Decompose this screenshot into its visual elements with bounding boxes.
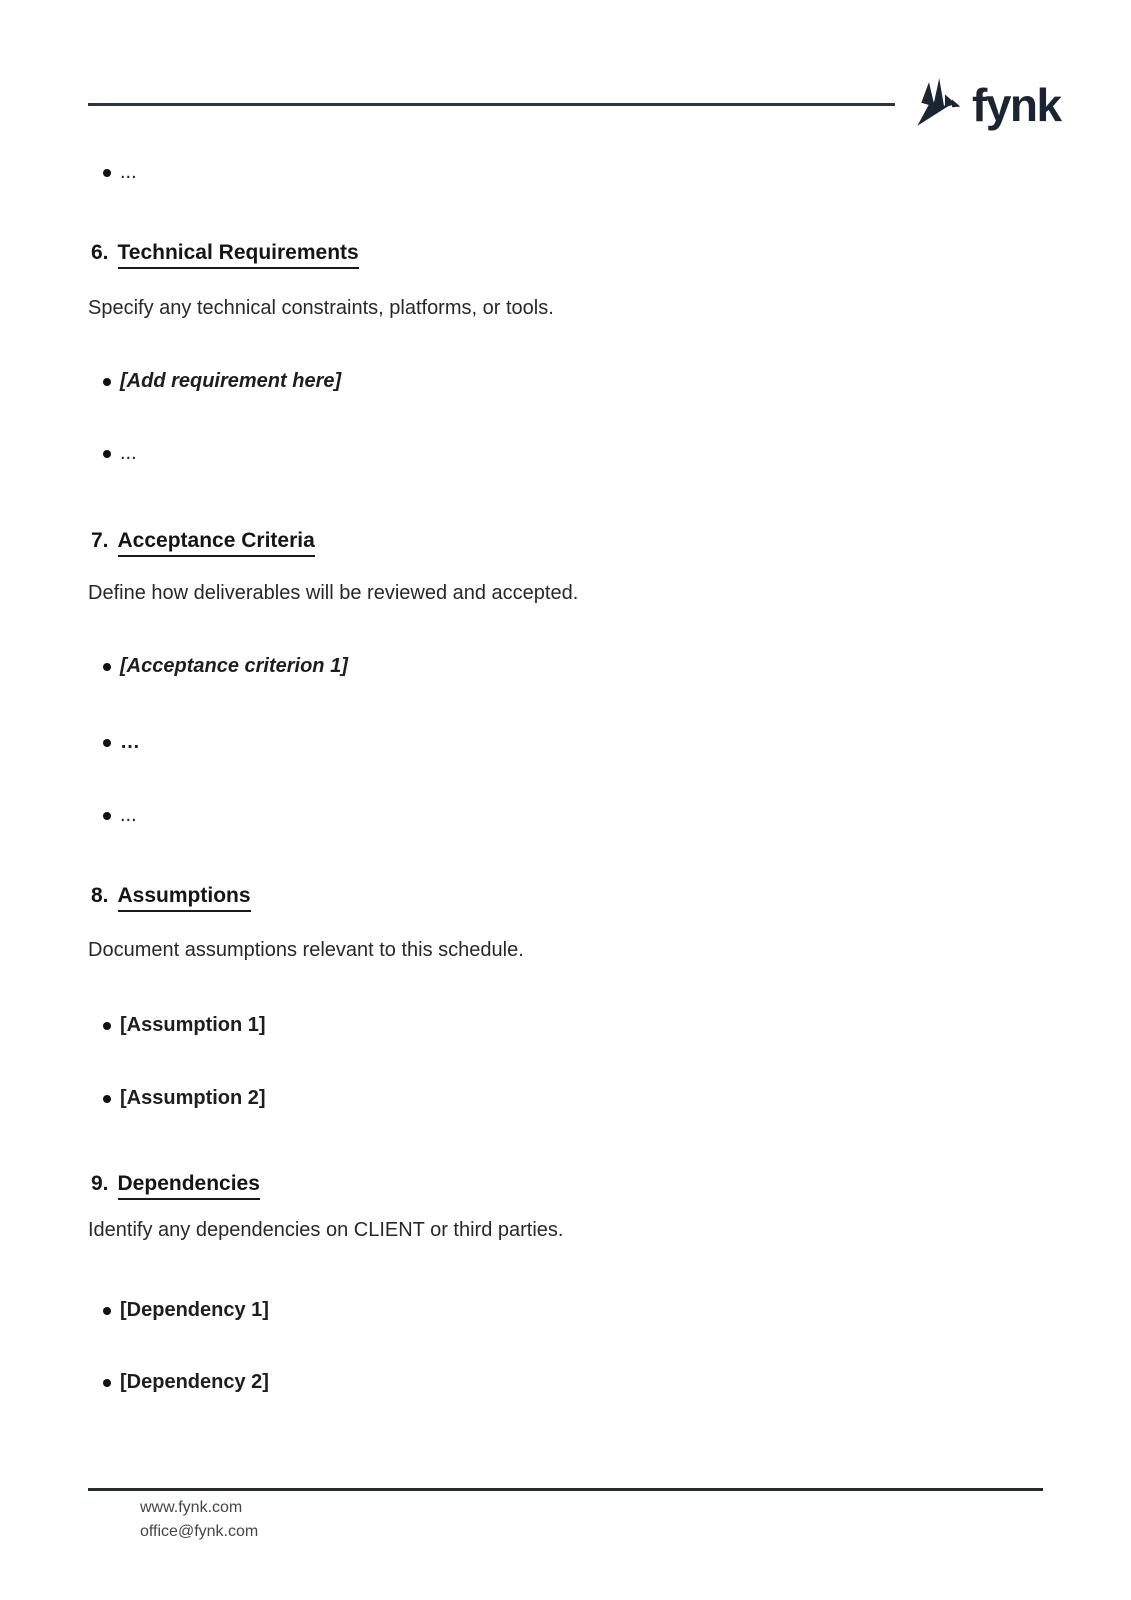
- bullet-text: ...: [120, 161, 137, 183]
- logo-text: fynk: [972, 79, 1061, 131]
- section-description: Identify any dependencies on CLIENT or third parties.: [88, 1219, 564, 1241]
- bullet-dot-icon: [103, 739, 111, 747]
- bullet-text: [Assumption 1]: [120, 1014, 266, 1036]
- header-rule: [88, 103, 895, 106]
- section-number: 6.: [91, 241, 109, 264]
- bullet-item: [103, 1086, 266, 1110]
- section-heading: [91, 240, 359, 266]
- fynk-logo: [911, 74, 1061, 134]
- section-heading: [91, 1171, 260, 1197]
- bullet-text: [Add requirement here]: [120, 370, 342, 392]
- footer-email: office@fynk.com: [140, 1523, 259, 1540]
- bullet-dot-icon: [103, 378, 111, 386]
- footer-website: www.fynk.com: [140, 1499, 243, 1516]
- origami-bird-icon: [911, 74, 961, 134]
- bullet-text: ...: [120, 804, 137, 826]
- bullet-item: [103, 160, 137, 184]
- section-heading: [91, 528, 315, 554]
- bullet-dot-icon: [103, 1307, 111, 1315]
- bullet-dot-icon: [103, 450, 111, 458]
- bullet-dot-icon: [103, 1095, 111, 1103]
- section-description: Define how deliverables will be reviewed and accepted.: [88, 582, 579, 604]
- bullet-dot-icon: [103, 1022, 111, 1030]
- section-heading: [91, 883, 251, 909]
- footer-rule: [88, 1488, 1043, 1491]
- bullet-item: [103, 369, 341, 393]
- bullet-dot-icon: [103, 169, 111, 177]
- bullet-item: [103, 654, 348, 678]
- bullet-dot-icon: [103, 1379, 111, 1387]
- section-title: Technical Requirements: [118, 241, 359, 269]
- bullet-item: [103, 441, 137, 465]
- bullet-text: …: [120, 731, 140, 753]
- bullet-item: [103, 1370, 269, 1394]
- bullet-dot-icon: [103, 663, 111, 671]
- section-title: Assumptions: [118, 884, 251, 912]
- section-number: 9.: [91, 1172, 109, 1195]
- section-description: Specify any technical constraints, platforms, or tools.: [88, 297, 554, 319]
- section-description: Document assumptions relevant to this schedule.: [88, 939, 524, 961]
- bullet-text: ...: [120, 442, 137, 464]
- bullet-item: [103, 1298, 269, 1322]
- footer: [140, 1496, 258, 1544]
- bullet-dot-icon: [103, 812, 111, 820]
- bullet-item: [103, 803, 137, 827]
- bullet-item: [103, 1013, 266, 1037]
- bullet-text: [Acceptance criterion 1]: [120, 655, 348, 677]
- section-number: 8.: [91, 884, 109, 907]
- bullet-text: [Assumption 2]: [120, 1087, 266, 1109]
- bullet-text: [Dependency 1]: [120, 1299, 269, 1321]
- section-title: Acceptance Criteria: [118, 529, 315, 557]
- bullet-text: [Dependency 2]: [120, 1371, 269, 1393]
- bullet-item: [103, 730, 140, 754]
- section-number: 7.: [91, 529, 109, 552]
- section-title: Dependencies: [118, 1172, 260, 1200]
